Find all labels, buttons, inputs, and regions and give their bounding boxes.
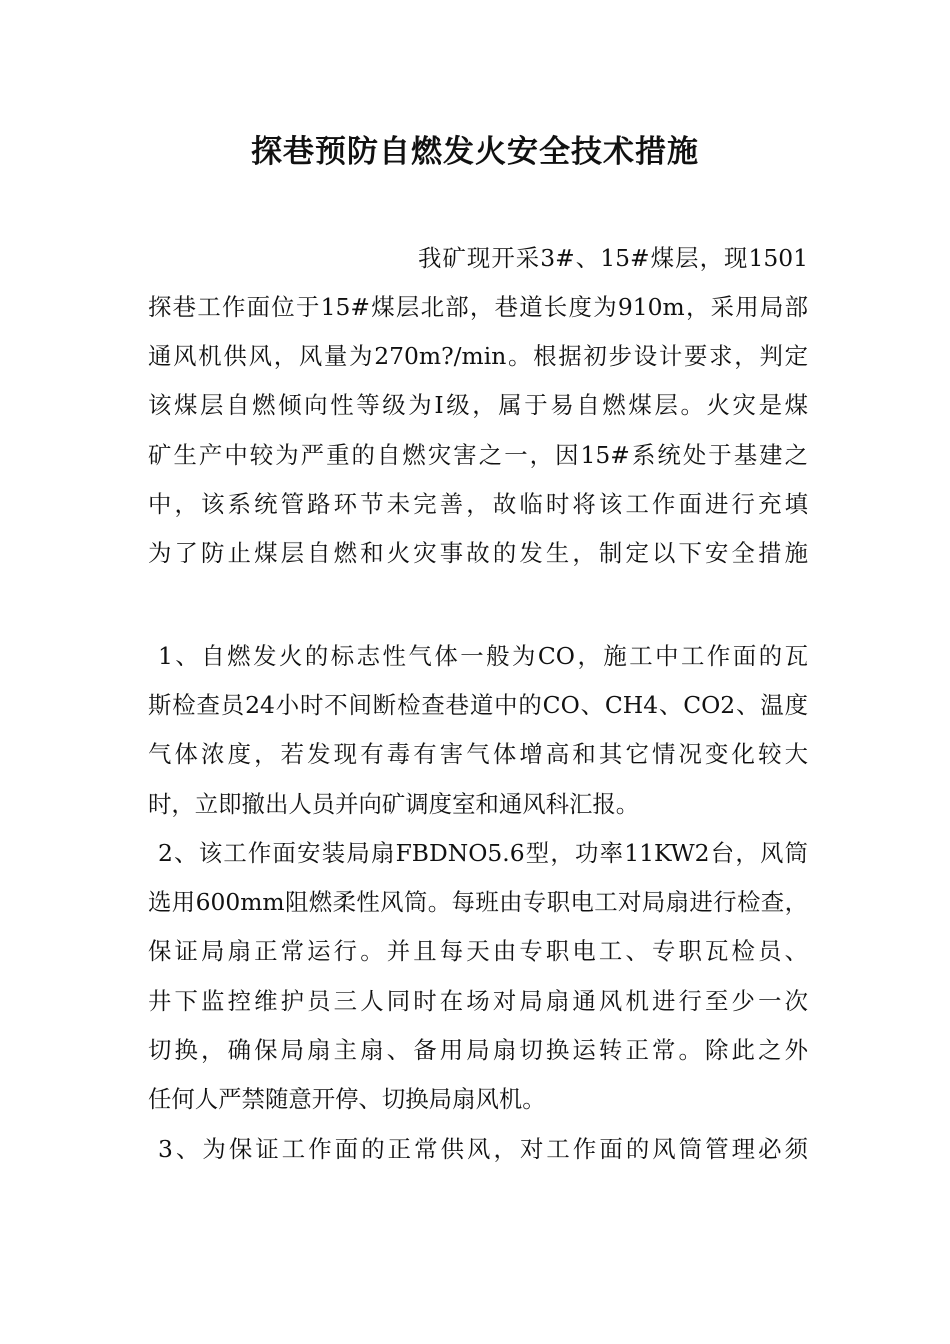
item-line: 2、该工作面安装局扇FBDNO5.6型，功率11KW2台，风筒	[158, 839, 808, 867]
intro-line: 中，该系统管路环节未完善，故临时将该工作面进行充填	[148, 490, 808, 518]
intro-line: 为了防止煤层自燃和火灾事故的发生，制定以下安全措施	[148, 539, 808, 567]
item-line: 1、自燃发火的标志性气体一般为CO，施工中工作面的瓦	[158, 642, 808, 670]
document-title: 探巷预防自燃发火安全技术措施	[251, 134, 699, 170]
intro-line: 通风机供风，风量为270m?/min。根据初步设计要求，判定	[148, 342, 808, 370]
intro-line: 该煤层自燃倾向性等级为Ⅰ级，属于易自燃煤层。火灾是煤	[148, 391, 808, 419]
item-line: 井下监控维护员三人同时在场对局扇通风机进行至少一次	[148, 987, 808, 1015]
item-line: 选用600mm阻燃柔性风筒。每班由专职电工对局扇进行检查，	[148, 888, 808, 916]
intro-line: 矿生产中较为严重的自燃灾害之一，因15#系统处于基建之	[148, 441, 808, 469]
item-line: 切换，确保局扇主扇、备用局扇切换运转正常。除此之外	[148, 1036, 808, 1064]
item-line: 任何人严禁随意开停、切换局扇风机。	[148, 1085, 546, 1113]
item-line: 3、为保证工作面的正常供风，对工作面的风筒管理必须	[158, 1135, 808, 1163]
intro-line: 我矿现开采3#、15#煤层，现1501	[418, 244, 808, 272]
item-line: 斯检查员24小时不间断检查巷道中的CO、CH4、CO2、温度	[148, 691, 808, 719]
item-line: 时，立即撤出人员并向矿调度室和通风科汇报。	[148, 790, 640, 818]
item-line: 保证局扇正常运行。并且每天由专职电工、专职瓦检员、	[148, 937, 808, 965]
item-line: 气体浓度，若发现有毒有害气体增高和其它情况变化较大	[148, 740, 808, 768]
intro-line: 探巷工作面位于15#煤层北部，巷道长度为910m，采用局部	[148, 293, 808, 321]
